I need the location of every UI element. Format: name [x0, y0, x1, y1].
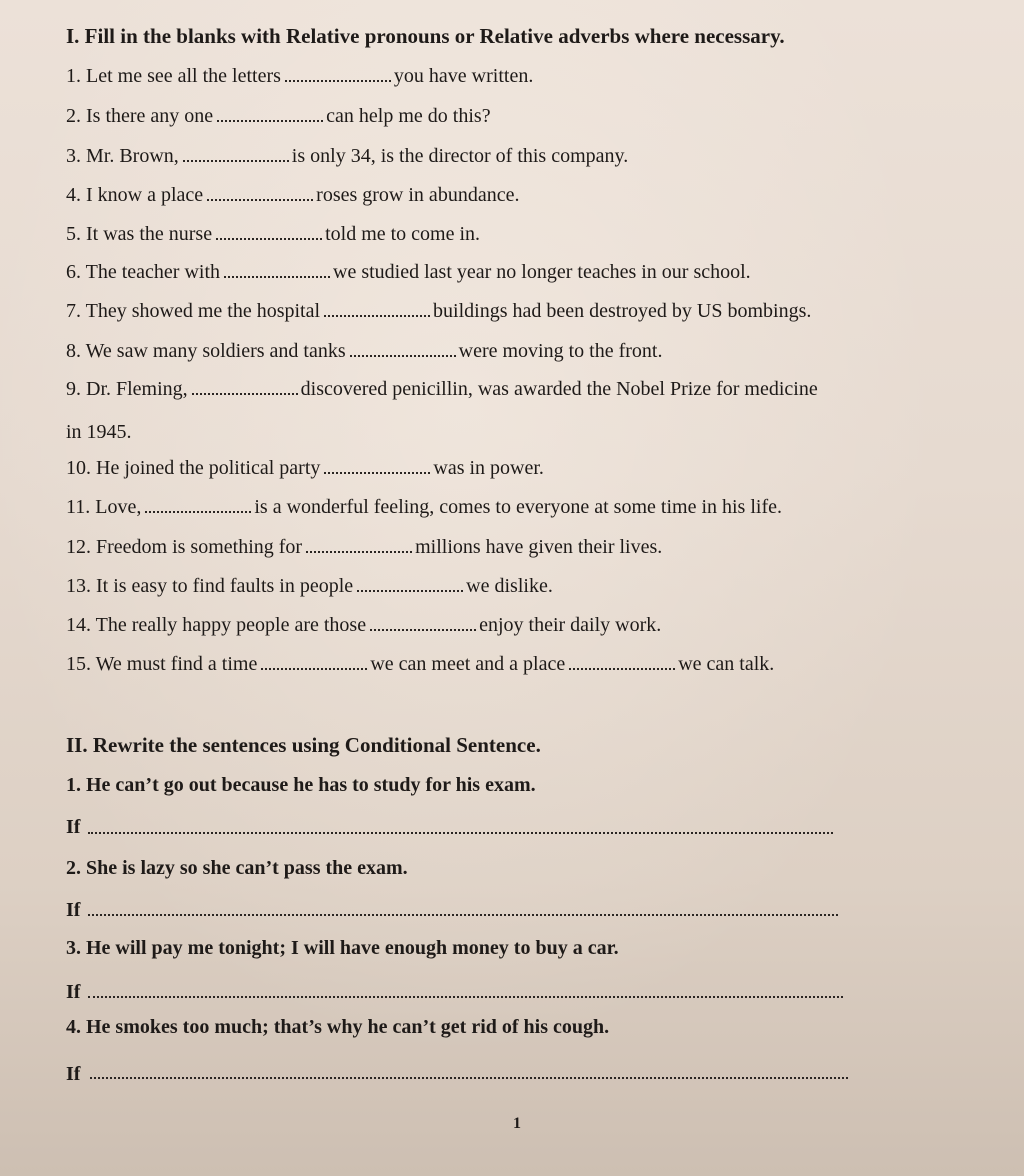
if-prompt: If	[66, 899, 81, 921]
exercise-1-item-5: 5. It was the nurse told me to come in.	[66, 223, 481, 245]
if-prompt: If	[66, 981, 81, 1003]
answer-line-1[interactable]	[88, 832, 833, 834]
answer-blank[interactable]	[569, 664, 675, 670]
answer-blank[interactable]	[183, 156, 289, 162]
answer-blank[interactable]	[207, 195, 313, 201]
answer-line-2[interactable]	[88, 914, 838, 916]
section-1-title: I. Fill in the blanks with Relative pronouns or Relative adverbs where necessary.	[66, 24, 785, 48]
exercise-2-item-3: 3. He will pay me tonight; I will have enough money to buy a car.	[66, 937, 619, 959]
answer-blank[interactable]	[324, 311, 430, 317]
exercise-1-item-7: 7. They showed me the hospital buildings had been destroyed by US bombings.	[66, 300, 812, 322]
answer-line-3[interactable]	[88, 996, 843, 998]
if-prompt: If	[66, 1063, 81, 1085]
answer-blank[interactable]	[285, 76, 391, 82]
exercise-2-item-4: 4. He smokes too much; that’s why he can’t get rid of his cough.	[66, 1016, 610, 1038]
section-2-title: II. Rewrite the sentences using Conditional Sentence.	[66, 733, 541, 757]
exercise-1-item-1: 1. Let me see all the letters you have written.	[66, 65, 534, 87]
answer-blank[interactable]	[217, 116, 323, 122]
answer-blank[interactable]	[370, 625, 476, 631]
page-number: 1	[513, 1115, 521, 1132]
exercise-1-item-2: 2. Is there any one can help me do this?	[66, 105, 491, 127]
answer-blank[interactable]	[357, 586, 463, 592]
exercise-2-item-2: 2. She is lazy so she can’t pass the exam.	[66, 857, 408, 879]
exercise-1-item-6: 6. The teacher with we studied last year no longer teaches in our school.	[66, 261, 751, 283]
exercise-1-item-10: 10. He joined the political party was in power.	[66, 457, 544, 479]
answer-blank[interactable]	[350, 351, 456, 357]
if-prompt: If	[66, 816, 81, 838]
exercise-1-item-9-continuation: in 1945.	[66, 421, 132, 443]
answer-blank[interactable]	[192, 389, 298, 395]
exercise-1-item-4: 4. I know a place roses grow in abundance.	[66, 184, 520, 206]
answer-blank[interactable]	[145, 507, 251, 513]
exercise-1-item-8: 8. We saw many soldiers and tanks were moving to the front.	[66, 340, 663, 362]
exercise-1-item-11: 11. Love, is a wonderful feeling, comes to everyone at some time in his life.	[66, 496, 782, 518]
exercise-1-item-9: 9. Dr. Fleming, discovered penicillin, was awarded the Nobel Prize for medicine	[66, 378, 818, 400]
exercise-1-item-3: 3. Mr. Brown, is only 34, is the director of this company.	[66, 145, 629, 167]
answer-line-4[interactable]	[90, 1077, 848, 1079]
answer-blank[interactable]	[261, 664, 367, 670]
answer-blank[interactable]	[306, 547, 412, 553]
exercise-1-item-15: 15. We must find a time we can meet and a place we can talk.	[66, 653, 775, 675]
answer-blank[interactable]	[224, 272, 330, 278]
answer-blank[interactable]	[216, 234, 322, 240]
exercise-1-item-13: 13. It is easy to find faults in people we dislike.	[66, 575, 553, 597]
answer-blank[interactable]	[324, 468, 430, 474]
exercise-1-item-12: 12. Freedom is something for millions have given their lives.	[66, 536, 663, 558]
exercise-1-item-14: 14. The really happy people are those enjoy their daily work.	[66, 614, 662, 636]
exercise-2-item-1: 1. He can’t go out because he has to study for his exam.	[66, 774, 536, 796]
